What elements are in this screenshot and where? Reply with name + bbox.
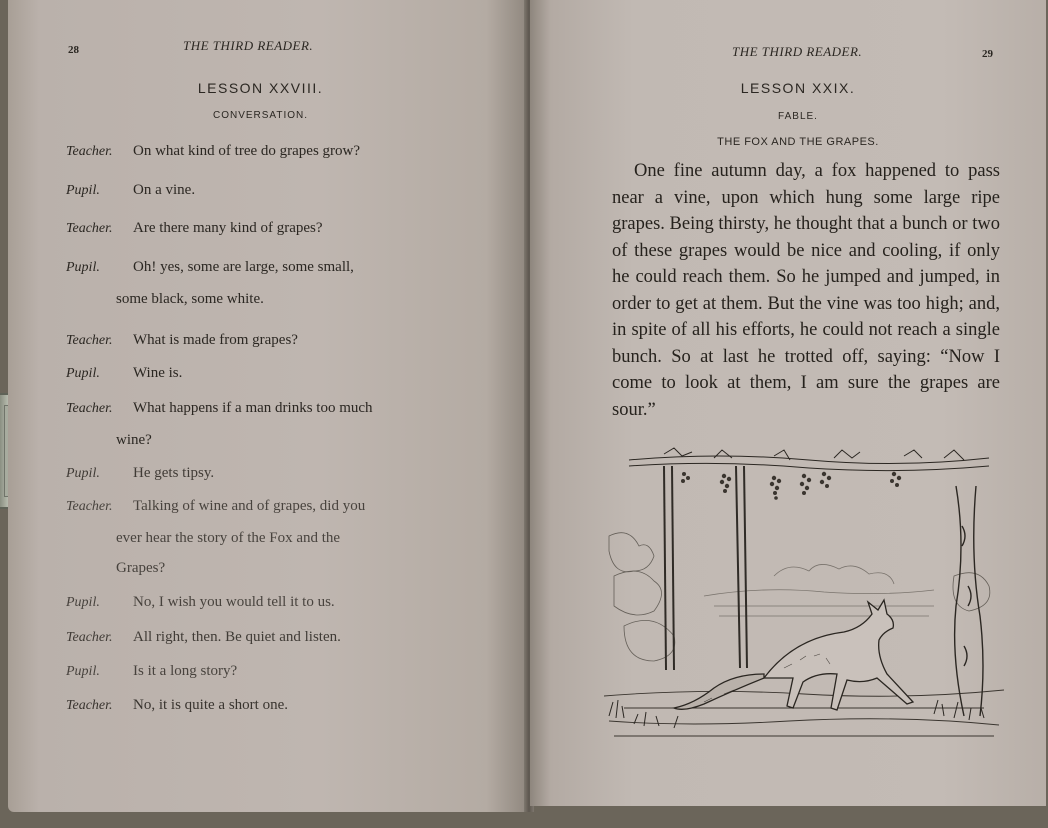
speaker-label: Pupil. <box>66 260 100 275</box>
speaker-label: Teacher. <box>66 499 113 514</box>
dialogue-line <box>66 695 461 716</box>
left-lesson-title: LESSON XXVIII. <box>197 80 324 96</box>
left-page-number: 28 <box>68 44 79 56</box>
left-running-head: THE THIRD READER. <box>183 38 314 53</box>
dialogue-line <box>66 496 461 517</box>
dialogue-text: On what kind of tree do grapes grow? <box>133 143 361 159</box>
dialogue-text: No, it is quite a short one. <box>133 697 288 713</box>
right-page <box>530 0 1046 806</box>
speaker-label: Teacher. <box>66 630 113 645</box>
dialogue-line <box>66 141 461 162</box>
dialogue-text: Wine is. <box>133 365 183 381</box>
right-running-head: THE THIRD READER. <box>732 44 863 59</box>
dialogue-text: Oh! yes, some are large, some small, <box>133 259 354 275</box>
dialogue-text: Is it a long story? <box>133 663 238 679</box>
dialogue-line <box>66 463 461 484</box>
dialogue-line <box>66 330 461 351</box>
speaker-label: Pupil. <box>66 366 100 381</box>
speaker-label: Teacher. <box>66 221 113 236</box>
dialogue-text: No, I wish you would tell it to us. <box>133 594 335 610</box>
dialogue-line <box>66 661 461 682</box>
dialogue-text: Are there many kind of grapes? <box>133 220 323 236</box>
dialogue-continuation: ever hear the story of the Fox and the <box>116 530 341 546</box>
speaker-label: Pupil. <box>66 664 100 679</box>
fox-and-grapes-engraving-icon <box>604 446 1004 748</box>
fable-text <box>612 158 1000 423</box>
dialogue-line <box>66 627 461 648</box>
speaker-label: Teacher. <box>66 401 113 416</box>
speaker-label: Pupil. <box>66 466 100 481</box>
story-title: THE FOX AND THE GRAPES. <box>717 136 879 148</box>
dialogue-continuation: some black, some white. <box>116 291 264 307</box>
speaker-label: Teacher. <box>66 144 113 159</box>
right-page-number: 29 <box>982 48 993 60</box>
dialogue-line <box>66 257 461 278</box>
dialogue-continuation: wine? <box>116 432 152 448</box>
dialogue-line <box>66 592 461 613</box>
dialogue-line <box>66 363 461 384</box>
dialogue-line <box>66 398 461 419</box>
dialogue-text: All right, then. Be quiet and listen. <box>133 629 341 645</box>
dialogue-line <box>66 218 461 239</box>
dialogue-text: He gets tipsy. <box>133 465 215 481</box>
dialogue-text: What is made from grapes? <box>133 332 298 348</box>
right-lesson-title: LESSON XXIX. <box>740 80 856 96</box>
dialogue-text: Talking of wine and of grapes, did you <box>133 498 366 514</box>
dialogue-continuation: Grapes? <box>116 560 166 576</box>
speaker-label: Teacher. <box>66 333 113 348</box>
speaker-label: Pupil. <box>66 183 100 198</box>
left-page <box>8 0 528 812</box>
speaker-label: Teacher. <box>66 698 113 713</box>
dialogue-text: What happens if a man drinks too much <box>133 400 373 416</box>
dialogue-line <box>66 180 461 201</box>
right-subtitle: FABLE. <box>778 111 818 122</box>
fable-paragraph: One fine autumn day, a fox happened to pass near a vine, upon which hung some large ripe grapes. Being thirsty, he thought that a bunch or two of these grapes would be nice and cooling, if only he could reach them. So he jumped and jumped, in order to get at them. But the vine was too high; and, in spite of all his efforts, he could not reach a single bunch. So at last he trotted off, saying: “Now I come to look at them, I am sure the grapes are sour.” <box>612 161 1000 420</box>
dialogue-text: On a vine. <box>133 182 196 198</box>
left-subtitle: CONVERSATION. <box>212 110 309 121</box>
speaker-label: Pupil. <box>66 595 100 610</box>
